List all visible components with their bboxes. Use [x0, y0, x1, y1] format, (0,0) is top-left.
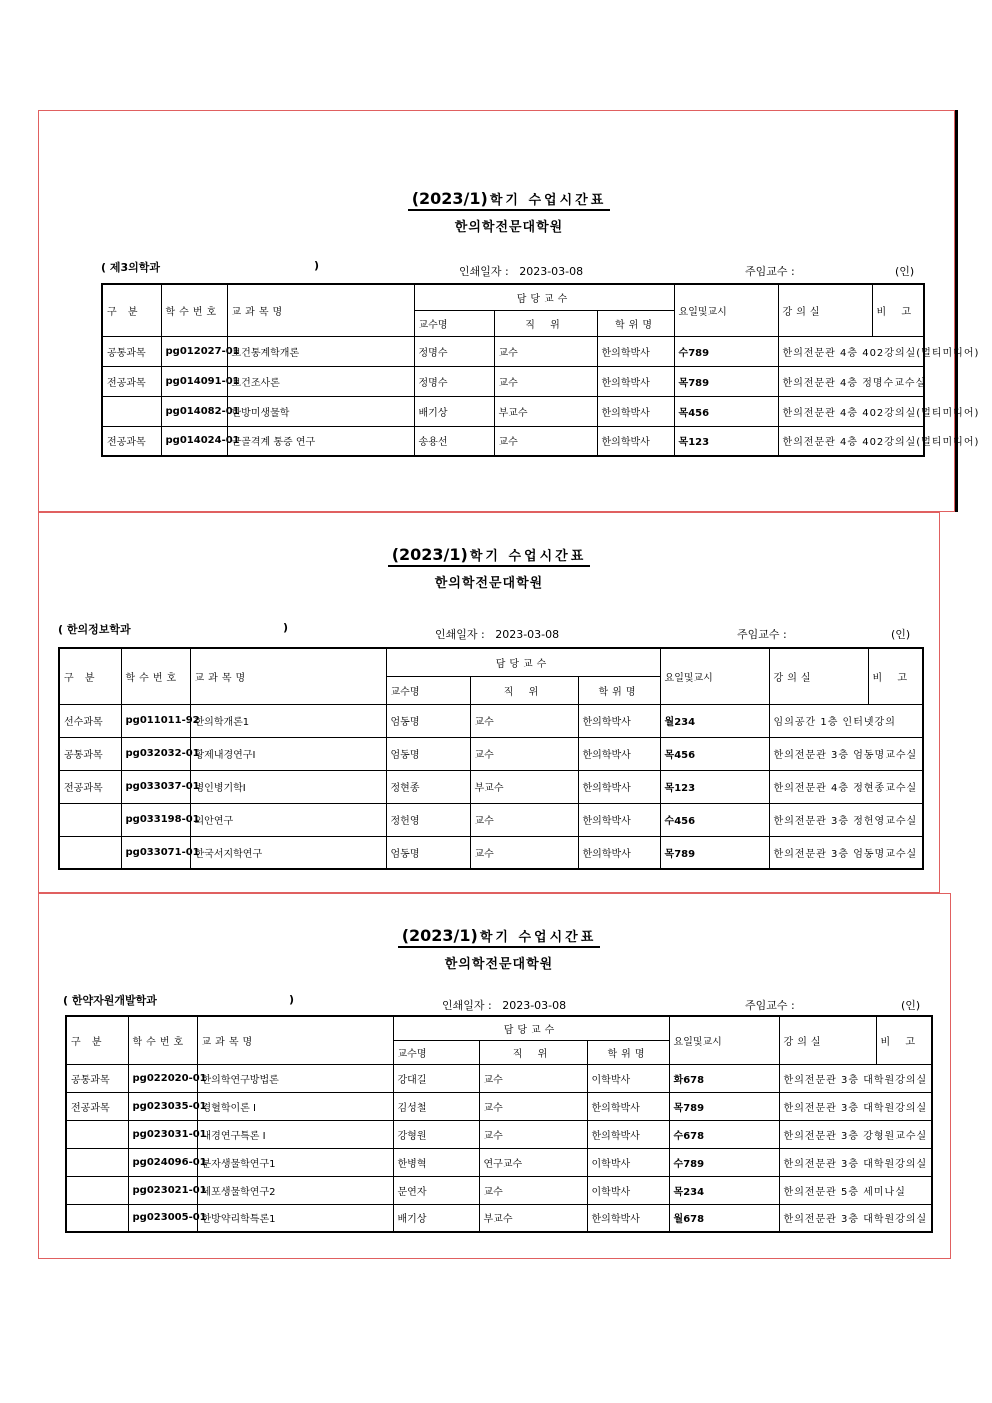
day-period: 목123 — [674, 426, 778, 456]
instructor-degree: 이학박사 — [587, 1176, 669, 1204]
schedule-table — [101, 283, 980, 457]
header-position: 직 위 — [470, 676, 578, 704]
print-date: 인쇄일자 : 2023-03-08 — [442, 999, 567, 1012]
instructor-position: 부교수 — [494, 396, 597, 426]
day-period: 월678 — [669, 1204, 779, 1232]
header-room: 강의실 — [778, 284, 872, 336]
header-category: 구 분 — [102, 284, 161, 336]
course-name: 세포생물학연구2 — [197, 1176, 393, 1204]
category-cell: 전공과목 — [59, 770, 121, 803]
classroom: 한의전문관 3층 대학원강의실 — [779, 1204, 932, 1232]
instructor-degree: 한의학박사 — [597, 426, 674, 456]
day-period: 목456 — [660, 737, 769, 770]
classroom: 한의전문관 3층 대학원강의실 — [779, 1092, 932, 1120]
table-row — [102, 426, 924, 456]
instructor-position: 교수 — [470, 836, 578, 869]
instructor-position: 교수 — [494, 336, 597, 366]
instructor-name: 배기상 — [414, 396, 494, 426]
classroom: 한의전문관 4층 402강의실(멀티미디어) — [778, 336, 924, 366]
course-code: pg012027-01 — [161, 336, 227, 366]
instructor-name: 엄동명 — [386, 737, 470, 770]
header-course-no: 학수번호 — [128, 1016, 197, 1064]
instructor-name: 정명수 — [414, 336, 494, 366]
instructor-position: 교수 — [494, 426, 597, 456]
course-code: pg023021-01 — [128, 1176, 197, 1204]
classroom: 한의전문관 4층 정명수교수실 — [778, 366, 924, 396]
title-text: 학기 수업시간표 — [479, 930, 597, 945]
year-term: (2023/1) — [401, 926, 478, 945]
instructor-name: 한병혁 — [393, 1148, 479, 1176]
course-name: 병인병기학Ⅰ — [190, 770, 386, 803]
table-row — [59, 803, 923, 836]
seal: (인) — [895, 265, 915, 278]
instructor-position: 교수 — [470, 803, 578, 836]
day-period: 목789 — [660, 836, 769, 869]
supervising-professor: 주임교수 : — [745, 999, 795, 1012]
day-period: 수456 — [660, 803, 769, 836]
day-period: 목123 — [660, 770, 769, 803]
table-row — [59, 704, 923, 737]
header-position: 직 위 — [494, 310, 597, 336]
instructor-degree: 이학박사 — [587, 1148, 669, 1176]
classroom: 한의전문관 4층 402강의실(멀티미디어) — [778, 396, 924, 426]
category-cell — [102, 396, 161, 426]
header-degree: 학위명 — [587, 1040, 669, 1064]
table-row — [59, 836, 923, 869]
course-name: 보건조사론 — [227, 366, 414, 396]
title-line — [408, 189, 611, 211]
dept-name: ( 한의정보학과 — [58, 623, 131, 636]
table-row — [66, 1176, 932, 1204]
header-day-period: 요일및교시 — [660, 648, 769, 704]
school-name: 한의학전문대학원 — [434, 576, 544, 591]
header-room: 강의실 — [779, 1016, 876, 1064]
course-name: 한국서지학연구 — [190, 836, 386, 869]
header-degree: 학위명 — [578, 676, 660, 704]
year-term: (2023/1) — [391, 545, 468, 564]
instructor-name: 송용선 — [414, 426, 494, 456]
instructor-position: 교수 — [470, 737, 578, 770]
seal: (인) — [901, 999, 921, 1012]
category-cell — [66, 1204, 128, 1232]
classroom: 한의전문관 3층 강형원교수실 — [779, 1120, 932, 1148]
instructor-position: 교수 — [479, 1092, 587, 1120]
title-text: 학기 수업시간표 — [469, 549, 587, 564]
print-date: 인쇄일자 : 2023-03-08 — [459, 265, 584, 278]
day-period: 수678 — [669, 1120, 779, 1148]
course-name: 경혈학이론 Ⅰ — [197, 1092, 393, 1120]
instructor-position: 교수 — [479, 1176, 587, 1204]
header-day-period: 요일및교시 — [669, 1016, 779, 1064]
title-line — [398, 926, 601, 948]
header-course-name: 교과목명 — [190, 648, 386, 704]
instructor-degree: 한의학박사 — [597, 336, 674, 366]
course-code: pg033198-01 — [121, 803, 190, 836]
course-code: pg014024-01 — [161, 426, 227, 456]
day-period: 목789 — [669, 1092, 779, 1120]
header-note: 비 고 — [872, 284, 924, 336]
classroom: 한의전문관 3층 엄동명교수실 — [769, 737, 923, 770]
instructor-degree: 한의학박사 — [578, 770, 660, 803]
seal: (인) — [891, 628, 911, 641]
course-code: pg033037-01 — [121, 770, 190, 803]
instructor-name: 정현종 — [386, 770, 470, 803]
header-instructor-group: 담당교수 — [393, 1016, 669, 1040]
day-period: 월234 — [660, 704, 769, 737]
header-course-no: 학수번호 — [161, 284, 227, 336]
header-day-period: 요일및교시 — [674, 284, 778, 336]
category-cell — [66, 1176, 128, 1204]
header-room: 강의실 — [769, 648, 868, 704]
instructor-name: 강형원 — [393, 1120, 479, 1148]
instructor-degree: 한의학박사 — [587, 1120, 669, 1148]
instructor-name: 정명수 — [414, 366, 494, 396]
course-name: 분자생물학연구1 — [197, 1148, 393, 1176]
instructor-degree: 이학박사 — [587, 1064, 669, 1092]
course-code: pg032032-01 — [121, 737, 190, 770]
category-cell — [59, 803, 121, 836]
instructor-name: 문연자 — [393, 1176, 479, 1204]
category-cell — [66, 1120, 128, 1148]
dept-name: ( 제3의학과 — [101, 261, 161, 274]
instructor-name: 김성철 — [393, 1092, 479, 1120]
print-date: 인쇄일자 : 2023-03-08 — [435, 628, 560, 641]
header-instructor: 교수명 — [386, 676, 470, 704]
supervising-professor: 주임교수 : — [737, 628, 787, 641]
course-name: 내경연구특론 Ⅰ — [197, 1120, 393, 1148]
table-row — [66, 1120, 932, 1148]
classroom: 한의전문관 3층 대학원강의실 — [779, 1148, 932, 1176]
table-row — [59, 770, 923, 803]
course-name: 근골격계 통증 연구 — [227, 426, 414, 456]
day-period: 수789 — [669, 1148, 779, 1176]
table-row — [66, 1148, 932, 1176]
instructor-position: 교수 — [479, 1120, 587, 1148]
header-course-name: 교과목명 — [227, 284, 414, 336]
header-instructor: 교수명 — [393, 1040, 479, 1064]
classroom: 한의전문관 4층 정현종교수실 — [769, 770, 923, 803]
category-cell: 전공과목 — [66, 1092, 128, 1120]
instructor-degree: 한의학박사 — [587, 1204, 669, 1232]
category-cell — [59, 836, 121, 869]
instructor-name: 강대길 — [393, 1064, 479, 1092]
header-note: 비 고 — [876, 1016, 932, 1064]
header-position: 직 위 — [479, 1040, 587, 1064]
course-name: 한방미생물학 — [227, 396, 414, 426]
course-name: 황제내경연구Ⅰ — [190, 737, 386, 770]
timetable-sheet-2 — [38, 512, 940, 893]
header-note: 비 고 — [868, 648, 923, 704]
course-code: pg014082-01 — [161, 396, 227, 426]
header-degree: 학위명 — [597, 310, 674, 336]
header-category: 구 분 — [59, 648, 121, 704]
instructor-position: 교수 — [470, 704, 578, 737]
dept-paren-close: ) — [289, 993, 295, 1006]
classroom: 한의전문관 4층 402강의실(멀티미디어) — [778, 426, 924, 456]
instructor-name: 엄동명 — [386, 704, 470, 737]
classroom: 임의공간 1층 인터넷강의 — [769, 704, 923, 737]
instructor-degree: 한의학박사 — [578, 704, 660, 737]
header-instructor-group: 담당교수 — [386, 648, 660, 676]
classroom: 한의전문관 3층 엄동명교수실 — [769, 836, 923, 869]
instructor-position: 교수 — [494, 366, 597, 396]
title-line — [388, 545, 591, 567]
course-name: 의안연구 — [190, 803, 386, 836]
day-period: 목234 — [669, 1176, 779, 1204]
instructor-degree: 한의학박사 — [578, 803, 660, 836]
sheet-title — [329, 926, 669, 972]
classroom: 한의전문관 5층 세미나실 — [779, 1176, 932, 1204]
instructor-position: 부교수 — [470, 770, 578, 803]
title-text: 학기 수업시간표 — [489, 193, 607, 208]
course-code: pg014091-01 — [161, 366, 227, 396]
category-cell: 공통과목 — [102, 336, 161, 366]
table-row — [102, 366, 924, 396]
table-row — [59, 737, 923, 770]
course-code: pg022020-01 — [128, 1064, 197, 1092]
dept-paren-close: ) — [314, 259, 320, 272]
category-cell: 전공과목 — [102, 366, 161, 396]
course-name: 한의학연구방법론 — [197, 1064, 393, 1092]
day-period: 수789 — [674, 336, 778, 366]
header-course-no: 학수번호 — [121, 648, 190, 704]
course-code: pg023035-01 — [128, 1092, 197, 1120]
header-course-name: 교과목명 — [197, 1016, 393, 1064]
course-code: pg023005-01 — [128, 1204, 197, 1232]
instructor-name: 배기상 — [393, 1204, 479, 1232]
instructor-position: 연구교수 — [479, 1148, 587, 1176]
course-code: pg024096-01 — [128, 1148, 197, 1176]
day-period: 화678 — [669, 1064, 779, 1092]
instructor-degree: 한의학박사 — [597, 366, 674, 396]
school-name: 한의학전문대학원 — [454, 220, 564, 235]
table-row — [66, 1092, 932, 1120]
classroom: 한의전문관 3층 정헌영교수실 — [769, 803, 923, 836]
instructor-degree: 한의학박사 — [597, 396, 674, 426]
sheet-title — [319, 545, 659, 591]
category-cell: 전공과목 — [102, 426, 161, 456]
timetable-sheet-1 — [38, 110, 980, 512]
year-term: (2023/1) — [411, 189, 488, 208]
sheet-title — [339, 189, 679, 235]
category-cell: 선수과목 — [59, 704, 121, 737]
day-period: 목456 — [674, 396, 778, 426]
timetable-sheet-3 — [38, 893, 951, 1259]
schedule-table — [58, 647, 924, 870]
course-name: 한의학개론1 — [190, 704, 386, 737]
table-row — [102, 396, 924, 426]
category-cell — [66, 1148, 128, 1176]
header-category: 구 분 — [66, 1016, 128, 1064]
dept-name: ( 한약자원개발학과 — [63, 994, 157, 1007]
instructor-position: 부교수 — [479, 1204, 587, 1232]
instructor-degree: 한의학박사 — [578, 836, 660, 869]
category-cell: 공통과목 — [59, 737, 121, 770]
table-row — [102, 336, 924, 366]
supervising-professor: 주임교수 : — [745, 265, 795, 278]
header-instructor: 교수명 — [414, 310, 494, 336]
table-row — [66, 1064, 932, 1092]
day-period: 목789 — [674, 366, 778, 396]
table-row — [66, 1204, 932, 1232]
header-instructor-group: 담당교수 — [414, 284, 674, 310]
classroom: 한의전문관 3층 대학원강의실 — [779, 1064, 932, 1092]
instructor-degree: 한의학박사 — [587, 1092, 669, 1120]
course-code: pg033071-01 — [121, 836, 190, 869]
course-name: 한방약리학특론1 — [197, 1204, 393, 1232]
school-name: 한의학전문대학원 — [444, 957, 554, 972]
schedule-table — [65, 1015, 933, 1233]
category-cell: 공통과목 — [66, 1064, 128, 1092]
instructor-name: 엄동명 — [386, 836, 470, 869]
instructor-degree: 한의학박사 — [578, 737, 660, 770]
instructor-name: 정헌영 — [386, 803, 470, 836]
dept-paren-close: ) — [283, 621, 289, 634]
course-code: pg023031-01 — [128, 1120, 197, 1148]
instructor-position: 교수 — [479, 1064, 587, 1092]
course-code: pg011011-92 — [121, 704, 190, 737]
course-name: 보건통계학개론 — [227, 336, 414, 366]
